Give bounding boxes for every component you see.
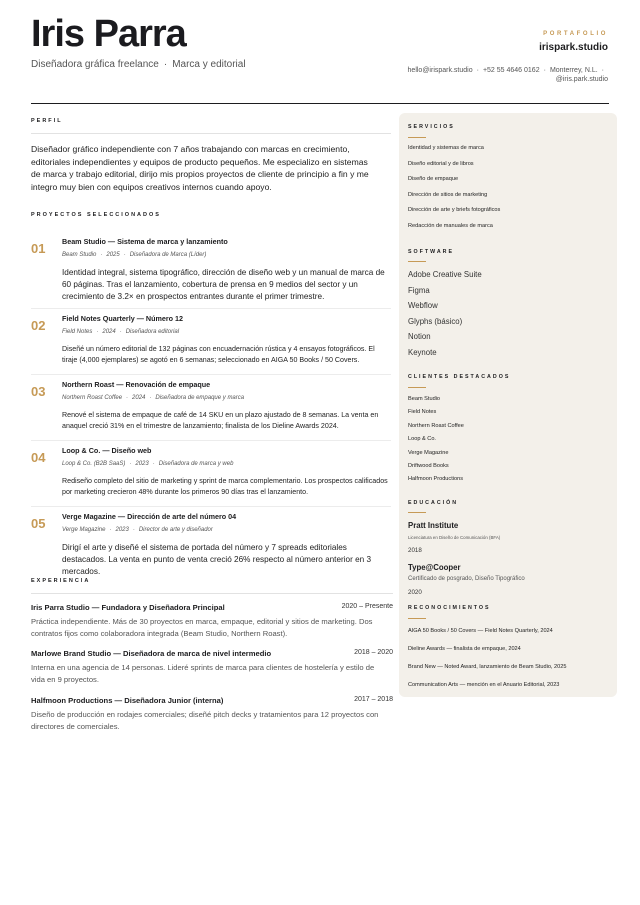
awards-list	[408, 628, 608, 700]
client-item: Northern Roast Coffee	[408, 422, 464, 429]
project-meta: Loop & Co. (B2B SaaS) · 2023 · Diseñadora de marca y web	[62, 461, 234, 467]
software-item: Glyphs (básico)	[408, 316, 463, 326]
project-title: Verge Magazine — Dirección de arte del número 04	[62, 512, 237, 521]
project-meta: Beam Studio · 2025 · Diseñadora de Marca (Líder)	[62, 252, 207, 258]
project-description: Dirigí el arte y diseñé el sistema de portada del número y 7 spreads editoriales destacados. La venta en punto de venta creció 26% respecto al número anterior en 3 mercados.	[62, 543, 372, 576]
sidebar	[399, 113, 617, 697]
software-item: Notion	[408, 332, 431, 342]
award-item: Dieline Awards — finalista de empaque, 2024	[408, 646, 521, 652]
awards-accent	[408, 618, 426, 619]
portfolio-link[interactable]: irispark.studio	[539, 42, 608, 53]
projects-heading: PROYECTOS SELECCIONADOS	[31, 212, 161, 218]
service-item: Dirección de arte y briefs fotográficos	[408, 207, 501, 214]
subtitle-separator: ·	[163, 59, 168, 70]
services-heading: SERVICIOS	[408, 124, 455, 130]
software-item: Adobe Creative Suite	[408, 270, 482, 279]
client-item: Beam Studio	[408, 396, 441, 402]
service-item: Diseño de empaque	[408, 176, 459, 183]
software-heading: SOFTWARE	[408, 249, 455, 255]
education-accent	[408, 512, 426, 513]
project-item	[31, 446, 391, 501]
experience-item	[31, 696, 393, 736]
subtitle	[31, 59, 246, 70]
project-title: Loop & Co. — Diseño web	[62, 446, 152, 455]
project-description: Renové el sistema de empaque de café de 14 SKU en un plazo ajustado de 8 semanas. La venta en anaquel creció 31% en el trimestre de lanzamiento; finalista de los Dieline Awards 2024.	[62, 411, 379, 430]
experience-dates: 2017 – 2018	[354, 696, 393, 703]
education-year: 2018	[408, 547, 422, 554]
award-item: Brand New — Noted Award, lanzamiento de Beam Studio, 2025	[408, 664, 567, 670]
project-number: 02	[31, 318, 46, 333]
location: Monterrey, N.L.	[549, 67, 598, 74]
project-title: Northern Roast — Renovación de empaque	[62, 380, 211, 389]
project-item	[31, 237, 391, 301]
contact-info: hello@irispark.studio · +52 55 4646 0162 · Monterrey, N.L. · @iris.park.studio	[368, 66, 608, 84]
portfolio-label: PORTAFOLIO	[543, 31, 608, 37]
experience-role: Halfmoon Productions — Diseñadora Junior (interna)	[31, 696, 224, 705]
clients-accent	[408, 387, 426, 388]
project-number: 05	[31, 516, 46, 531]
software-item: Keynote	[408, 347, 437, 357]
education-degree: Licenciatura en Diseño de Comunicación (BFA)	[408, 535, 501, 540]
client-item: Loop & Co.	[408, 436, 436, 443]
clients-heading: CLIENTES DESTACADOS	[408, 374, 511, 380]
social-handle[interactable]: @iris.park.studio	[555, 76, 608, 83]
experience-divider	[31, 593, 393, 594]
project-number: 03	[31, 384, 46, 399]
service-item: Dirección de sitios de marketing	[408, 191, 488, 198]
project-item	[31, 512, 391, 574]
client-item: Driftwood Books	[408, 462, 449, 469]
award-item: Communication Arts — mención en el Anuario Editorial, 2023	[408, 682, 560, 688]
project-meta: Northern Roast Coffee · 2024 · Diseñadora de empaque y marca	[62, 395, 245, 401]
project-description: Diseñé un número editorial de 132 páginas con encuadernación rústica y 4 ensayos fotográficos. El tiraje (4,000 ejemplares) se agotó en 6 semanas; seleccionado en AIGA 50 Books / 50 Covers.	[62, 345, 375, 364]
service-item: Diseño editorial y de libros	[408, 160, 474, 167]
project-description: Rediseño completo del sitio de marketing y sprint de marca complementario. Los prospectos calificados por marketing crecieron 48% durante los primeros 90 días tras el lanzamiento.	[62, 477, 388, 496]
experience-heading: EXPERIENCIA	[31, 578, 91, 584]
experience-description: Práctica independiente. Más de 30 proyectos en marca, empaque, editorial y sitios de marketing. Dos contratos fijos como colaboradora integrada (Beam Studio, Northern Roast).	[31, 617, 373, 638]
client-item: Field Notes	[408, 409, 437, 416]
project-meta: Verge Magazine · 2023 · Director de arte y diseñador	[62, 527, 213, 533]
experience-dates: 2018 – 2020	[354, 649, 393, 656]
project-number: 01	[31, 241, 46, 256]
education-year: 2020	[408, 589, 422, 596]
services-accent	[408, 137, 426, 138]
perfil-text: Diseñador gráfico independiente con 7 años trabajando con marcas en crecimiento, editoriales independientes y equipos de producto pequeños. Me especializo en sistemas de marca y trabajo editorial, dirijo mis propios proyectos de cliente de principio a fin y me integro muy bien con equipos creativos internos cuando apoyo.	[31, 144, 369, 192]
experience-dates: 2020 – Presente	[341, 603, 393, 610]
role-title: Diseñadora gráfica freelance	[31, 59, 159, 70]
specialty: Marca y editorial	[172, 59, 246, 70]
awards-heading: RECONOCIMIENTOS	[408, 605, 491, 611]
experience-item	[31, 649, 393, 689]
header-divider	[31, 103, 609, 104]
phone: +52 55 4646 0162	[482, 67, 540, 74]
software-list	[408, 270, 608, 364]
award-item: AIGA 50 Books / 50 Covers — Field Notes Quarterly, 2024	[408, 628, 553, 634]
education-degree: Certificado de posgrado, Diseño Tipográfico	[408, 576, 525, 582]
project-item	[31, 380, 391, 435]
experience-description: Diseño de producción en rodajes comerciales; diseñé pitch decks y tratamientos para 12 proyectos con directores de comerciales.	[31, 710, 379, 731]
client-item: Verge Magazine	[408, 449, 449, 456]
project-number: 04	[31, 450, 46, 465]
project-description: Identidad integral, sistema tipográfico, dirección de diseño web y un manual de marca de 60 páginas. Tras el lanzamiento, cobertura de prensa en 9 medios del sector y un crecimiento de 3.2× en prospectos entrantes durante el primer trimestre.	[62, 268, 385, 301]
project-meta: Field Notes · 2024 · Diseñadora editorial	[62, 329, 180, 335]
service-item: Redacción de manuales de marca	[408, 222, 493, 229]
perfil-heading: PERFIL	[31, 118, 63, 124]
client-item: Halfmoon Productions	[408, 476, 464, 483]
services-list	[408, 145, 608, 239]
software-accent	[408, 261, 426, 262]
education-school: Type@Cooper	[408, 563, 461, 572]
candidate-name: Iris Parra	[31, 13, 186, 55]
experience-item	[31, 603, 393, 643]
clients-list	[408, 396, 608, 490]
project-item	[31, 314, 391, 369]
education-heading: EDUCACIÓN	[408, 500, 459, 506]
software-item: Webflow	[408, 301, 438, 311]
perfil-divider	[31, 133, 391, 134]
experience-role: Iris Parra Studio — Fundadora y Diseñadora Principal	[31, 603, 225, 612]
service-item: Identidad y sistemas de marca	[408, 145, 484, 151]
project-title: Beam Studio — Sistema de marca y lanzamiento	[62, 237, 228, 246]
project-title: Field Notes Quarterly — Número 12	[62, 314, 184, 323]
experience-role: Marlowe Brand Studio — Diseñadora de marca de nivel intermedio	[31, 649, 272, 658]
experience-description: Interna en una agencia de 14 personas. Lideré sprints de marca para clientes de hostelería y estilo de vida en 9 proyectos.	[31, 663, 375, 684]
email-link[interactable]: hello@irispark.studio	[407, 67, 473, 74]
software-item: Figma	[408, 285, 430, 295]
education-school: Pratt Institute	[408, 521, 459, 530]
